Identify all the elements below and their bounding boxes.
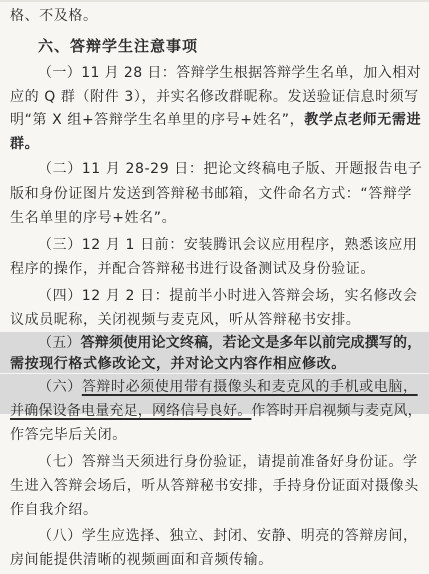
text-line bbox=[10, 111, 421, 129]
section-heading: 六、答辩学生注意事项 bbox=[38, 37, 199, 55]
bold-text-run: 答辩须使用论文终稿，若论文是多年以前完成撰写的， bbox=[80, 335, 422, 351]
text-line: （二）11 月 28-29 日：把论文终稿电子版、开题报告电子 bbox=[38, 161, 423, 177]
text-line bbox=[38, 334, 421, 352]
text-line: （七）答辩当天须进行身份验证，请提前准备好身份证。学 bbox=[38, 454, 418, 470]
text-line: 需按现行格式修改论文，并对论文内容作相应修改。 bbox=[10, 356, 346, 372]
text-line: 应的 Q 群（附件 3），并实名修改群昵称。发送验证信息时须写 bbox=[10, 89, 419, 105]
text-line: 作答完毕后关闭。 bbox=[10, 427, 127, 443]
text-line: （三）12 月 1 日前：安装腾讯会议应用程序，熟悉该应用 bbox=[38, 237, 418, 253]
text-line: 房间能提供清晰的视频画面和音频传输。 bbox=[10, 552, 273, 568]
scan-edge bbox=[0, 0, 429, 2]
text-line: 生进入答辩会场后，听从答辩秘书安排，手持身份证面对摄像头 bbox=[10, 478, 419, 494]
text-run: 明“第 X 组+答辩学生名单里的序号+姓名”， bbox=[10, 112, 305, 128]
underlined-text-run: 并确保设备电量充足，网络信号良好。 bbox=[10, 403, 252, 419]
text-run: （五） bbox=[38, 335, 81, 351]
text-line: （一）11 月 28 日：答辩学生根据答辩学生名单，加入相对 bbox=[38, 65, 421, 81]
bold-text-run: 教学点老师无需进 bbox=[304, 112, 422, 128]
text-line bbox=[38, 378, 418, 396]
text-line: 版和身份证图片发送到答辩秘书邮箱，文件命名方式：“答辩学 bbox=[10, 186, 413, 202]
underlined-text-run: 答辩时必须使用带有摄像头和麦克风的手机或电脑， bbox=[81, 379, 418, 395]
text-line: （八）学生应选择、独立、封闭、安静、明亮的答辩房间， bbox=[38, 528, 418, 544]
text-run: （六） bbox=[38, 379, 82, 395]
text-line: 程序的操作，并配合答辩秘书进行设备测试及身份验证。 bbox=[10, 261, 375, 277]
text-line: 议成员昵称，关闭视频与麦克风，听从答辩秘书安排。 bbox=[10, 312, 361, 328]
text-line: 作自我介绍。 bbox=[10, 502, 98, 518]
text-line: （四）12 月 2 日：提前半小时进入答辩会场，实名修改会 bbox=[38, 288, 418, 304]
text-line: 格、不及格。 bbox=[10, 8, 98, 24]
text-run: 作答时开启视频与麦克风， bbox=[251, 403, 422, 419]
text-line: 生名单里的序号+姓名”。 bbox=[10, 210, 177, 226]
text-line bbox=[10, 402, 422, 420]
text-line: 群。 bbox=[10, 136, 40, 152]
